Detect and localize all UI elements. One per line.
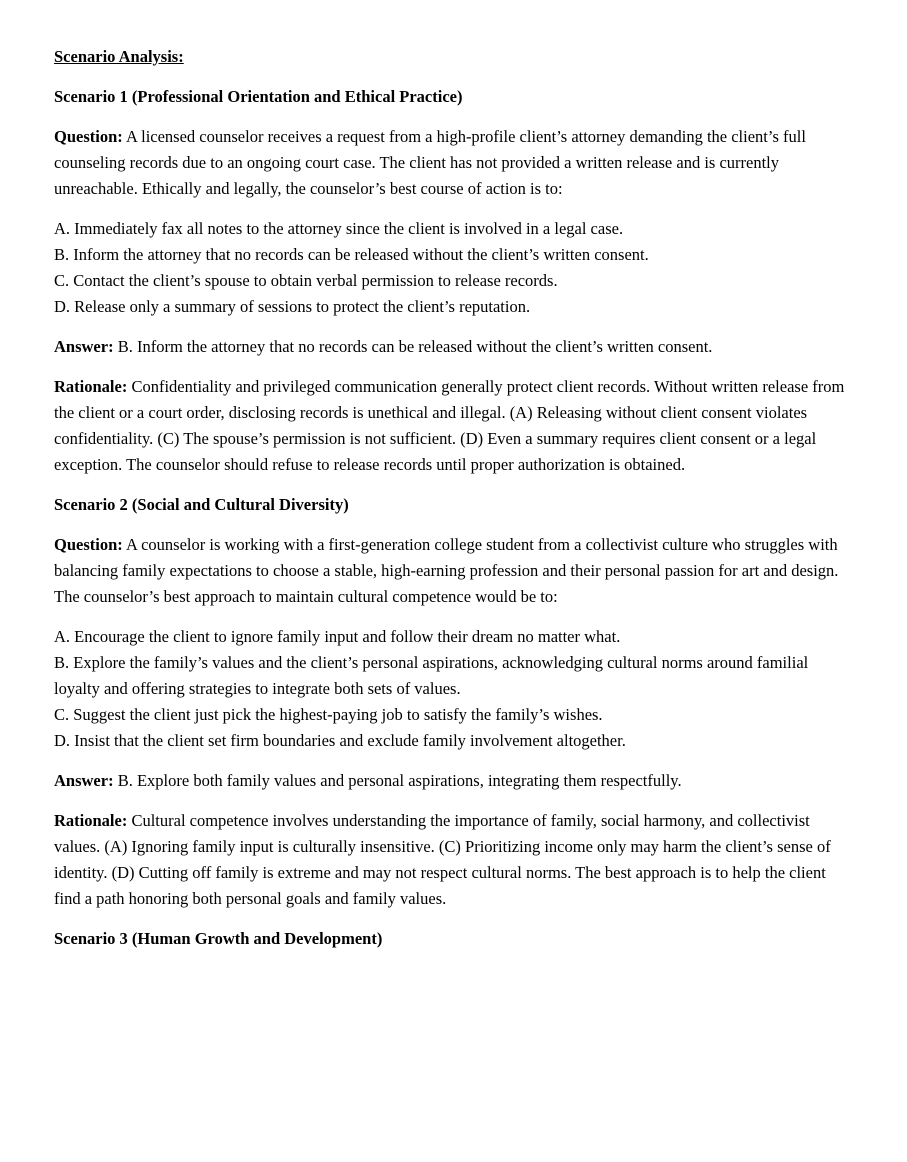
option-line-c: C. Suggest the client just pick the highest-paying job to satisfy the family’s wishes. (54, 705, 603, 724)
option-line-c: C. Contact the client’s spouse to obtain verbal permission to release records. (54, 271, 558, 290)
scenario-1-answer-paragraph (54, 334, 854, 360)
scenario-2-heading: Scenario 2 (Social and Cultural Diversity) (54, 495, 349, 514)
answer-text: B. Explore both family values and personal aspirations, integrating them respectfully. (113, 771, 682, 790)
scenario-2-rationale-paragraph (54, 808, 854, 912)
answer-label: Answer: (54, 771, 114, 790)
question-text: A licensed counselor receives a request from a high-profile client’s attorney demanding the client’s full counseling records due to an ongoing court case. The client has not provided a written release and is currently unreachable. Ethically and legally, the counselor’s best course of action is to: (54, 127, 806, 198)
answer-label: Answer: (54, 337, 114, 356)
option-line-a: A. Immediately fax all notes to the attorney since the client is involved in a legal case. (54, 219, 624, 238)
question-label: Question: (54, 127, 123, 146)
option-line-d: D. Insist that the client set firm boundaries and exclude family involvement altogether. (54, 731, 626, 750)
scenario-1-question-paragraph (54, 124, 854, 202)
rationale-label: Rationale: (54, 811, 128, 830)
scenario-2-question-paragraph (54, 532, 854, 610)
question-label: Question: (54, 535, 123, 554)
option-line-a: A. Encourage the client to ignore family input and follow their dream no matter what. (54, 627, 621, 646)
option-line-b: B. Explore the family’s values and the client’s personal aspirations, acknowledging cultural norms around familial loyalty and offering strategies to integrate both sets of values. (54, 653, 809, 698)
scenario-3-heading: Scenario 3 (Human Growth and Development) (54, 929, 383, 948)
scenario-1-heading: Scenario 1 (Professional Orientation and Ethical Practice) (54, 87, 463, 106)
scenario-1-rationale-paragraph (54, 374, 854, 478)
option-line-d: D. Release only a summary of sessions to protect the client’s reputation. (54, 297, 531, 316)
document-content (54, 44, 854, 952)
scenario-2-answer-paragraph (54, 768, 854, 794)
answer-text: B. Inform the attorney that no records can be released without the client’s written consent. (113, 337, 713, 356)
rationale-text: Confidentiality and privileged communication generally protect client records. Without written release from the client or a court order, disclosing records is unethical and illegal. (A) Releasing without client consent violates confidentiality. (C) The spouse’s permission is not sufficient. (D) Even a summary requires client consent or a legal exception. The counselor should refuse to release records until proper authorization is obtained. (54, 377, 845, 474)
scenario-1-options (54, 216, 854, 320)
rationale-text: Cultural competence involves understanding the importance of family, social harmony, and collectivist values. (A) Ignoring family input is culturally insensitive. (C) Prioritizing income only may harm the client’s sense of identity. (D) Cutting off family is extreme and may not respect cultural norms. The best approach is to help the client find a path honoring both personal goals and family values. (54, 811, 831, 908)
scenario-2-options (54, 624, 854, 754)
rationale-label: Rationale: (54, 377, 128, 396)
question-text: A counselor is working with a first-generation college student from a collectivist culture who struggles with balancing family expectations to choose a stable, high-earning profession and their personal passion for art and design. The counselor’s best approach to maintain cultural competence would be to: (54, 535, 839, 606)
document-title: Scenario Analysis: (54, 47, 184, 66)
option-line-b: B. Inform the attorney that no records can be released without the client’s written consent. (54, 245, 649, 264)
